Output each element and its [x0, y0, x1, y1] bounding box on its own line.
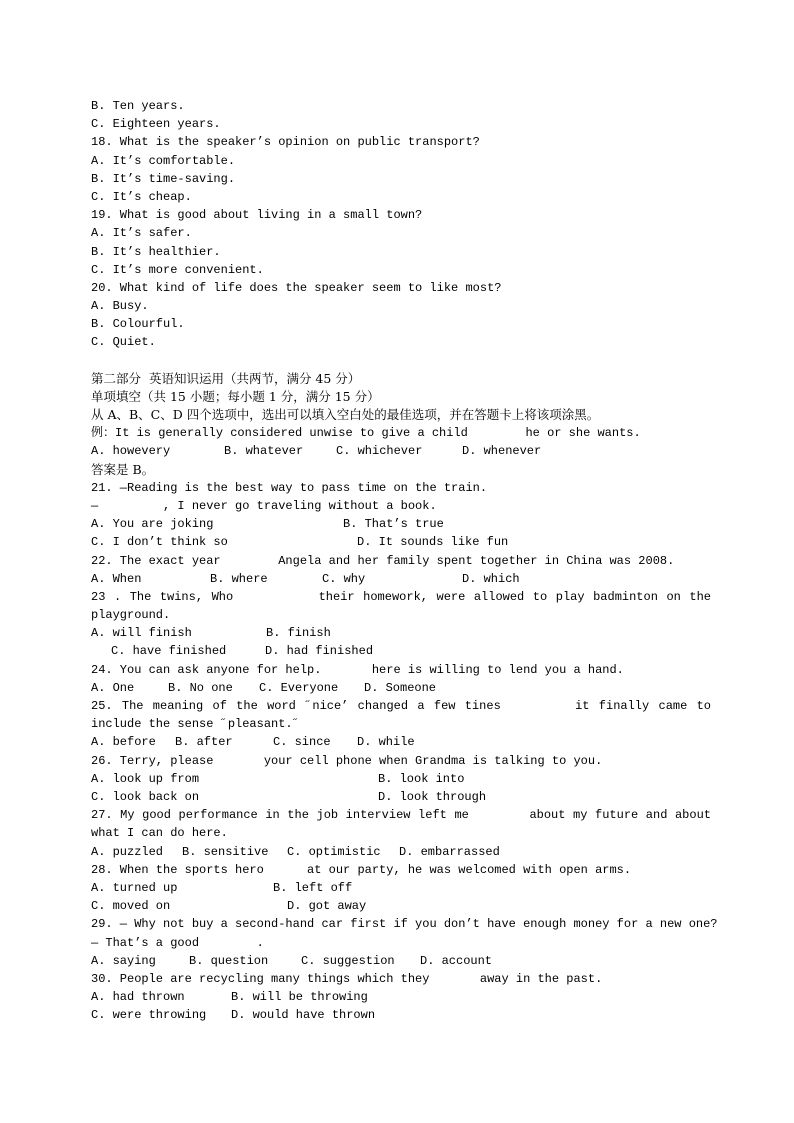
part-heading: 第二部分 英语知识运用（共两节，满分 45 分）: [91, 370, 361, 386]
question-26: 26. Terry, please your cell phone when Grandma is talking to you.: [91, 753, 603, 768]
text-line: A. Busy.: [91, 299, 149, 314]
option: B. question: [189, 953, 269, 968]
option: C. since: [273, 735, 331, 750]
question-21: 21. —Reading is the best way to pass time on the train.: [91, 480, 488, 495]
option: C. were throwing: [91, 1008, 207, 1023]
option: D. got away: [287, 899, 367, 914]
question-28: 28. When the sports hero at our party, he was welcomed with open arms.: [91, 862, 632, 877]
option: B. whatever: [224, 444, 304, 459]
option: D. embarrassed: [399, 844, 500, 859]
question-24: 24. You can ask anyone for help. here is willing to lend you a hand.: [91, 662, 624, 677]
text-line: C. It’s more convenient.: [91, 262, 264, 277]
option: C. moved on: [91, 899, 171, 914]
option: B. look into: [378, 771, 465, 786]
text-line: B. It’s time-saving.: [91, 171, 236, 186]
options-26: [91, 770, 711, 788]
option: A. had thrown: [91, 990, 185, 1005]
question-list: [91, 479, 719, 1025]
options-23: [91, 624, 711, 642]
option: C. look back on: [91, 790, 200, 804]
option: B. will be throwing: [231, 990, 368, 1005]
option: A. howevery: [91, 444, 171, 459]
options-25: [91, 733, 711, 751]
options-21: [91, 533, 711, 551]
text-line: A. It’s comfortable.: [91, 153, 236, 168]
option: D. had finished: [265, 644, 374, 659]
options-21: [91, 515, 711, 533]
option: D. would have thrown: [231, 1008, 376, 1023]
option: C. I don’t think so: [91, 535, 228, 550]
options-28: [91, 879, 711, 897]
option: D. whenever: [462, 444, 542, 459]
options-23: [91, 642, 711, 660]
option: A. turned up: [91, 880, 178, 895]
option: B. No one: [168, 680, 233, 695]
option: C. Everyone: [259, 680, 339, 695]
text-line: B. It’s healthier.: [91, 244, 221, 259]
example-answer: 答案是 B。: [91, 461, 155, 477]
option: A. puzzled: [91, 844, 164, 859]
example-question: 例：It is generally considered unwise to give a child he or she wants.: [91, 426, 641, 441]
option: D. look through: [378, 790, 487, 804]
option: A. look up from: [91, 771, 200, 786]
option: D. which: [462, 571, 520, 586]
option: B. sensitive: [182, 844, 269, 859]
text-line: B. Ten years.: [91, 99, 185, 113]
option: C. have finished: [111, 644, 227, 659]
text-line: C. It’s cheap.: [91, 189, 192, 204]
option: B. That’s true: [343, 517, 444, 532]
option: D. It sounds like fun: [357, 535, 509, 550]
exam-page: [91, 97, 719, 1024]
text-line: B. Colourful.: [91, 317, 185, 332]
question-18: 18. What is the speaker’s opinion on public transport?: [91, 135, 480, 150]
question-23: 23 . The twins, Who their homework, were allowed to play badminton on the playground.: [91, 589, 719, 623]
option: D. Someone: [364, 680, 437, 695]
options-30: [91, 1006, 711, 1024]
text-line: C. Eighteen years.: [91, 117, 221, 132]
instruction-text: 从 A、B、C、D 四个选项中，选出可以填入空白处的最佳选项，并在答题卡上将该项涂黑。: [91, 407, 600, 422]
question-19: 19. What is good about living in a small town?: [91, 208, 423, 223]
option: C. why: [322, 571, 366, 586]
section-heading: 单项填空（共 15 小题；每小题 1 分，满分 15 分）: [91, 388, 380, 404]
option: B. left off: [273, 880, 353, 895]
options-24: [91, 679, 711, 697]
option: D. while: [357, 735, 415, 750]
option: A. before: [91, 735, 156, 750]
option: A. will finish: [91, 626, 192, 641]
part-two: [91, 370, 711, 479]
option: A. saying: [91, 953, 156, 968]
options-30: [91, 988, 711, 1006]
question-29: 29. — Why not buy a second-hand car first if you don’t have enough money for a new one?: [91, 917, 718, 932]
options-22: [91, 570, 711, 588]
question-20: 20. What kind of life does the speaker seem to like most?: [91, 280, 502, 295]
option: A. You are joking: [91, 517, 214, 532]
question-27: 27. My good performance in the job interview left me about my future and about what I can do here.: [91, 808, 719, 841]
text-line: A. It’s safer.: [91, 226, 192, 241]
option: D. account: [420, 953, 493, 968]
option: C. suggestion: [301, 953, 395, 968]
question-30: 30. People are recycling many things which they away in the past.: [91, 971, 603, 986]
listening-section-tail: [91, 97, 711, 352]
question-21-reply: — , I never go traveling without a book.: [91, 498, 437, 513]
options-26: [91, 788, 711, 806]
options-29: [91, 952, 711, 970]
option: B. where: [210, 571, 268, 586]
question-29-reply: — That’s a good .: [91, 935, 264, 950]
option: C. whichever: [336, 444, 423, 459]
option: B. after: [175, 735, 233, 750]
question-25: 25. The meaning of the word ˝nice’ changed a few tines it finally came to include the sense ˝pleasant.˝: [91, 699, 719, 732]
option: A. When: [91, 571, 142, 586]
options-28: [91, 897, 711, 915]
example-options: [91, 442, 711, 460]
options-27: [91, 843, 711, 861]
option: C. optimistic: [287, 844, 381, 859]
question-22: 22. The exact year Angela and her family spent together in China was 2008.: [91, 553, 675, 568]
text-line: C. Quiet.: [91, 335, 156, 350]
option: A. One: [91, 680, 135, 695]
option: B. finish: [266, 626, 331, 641]
